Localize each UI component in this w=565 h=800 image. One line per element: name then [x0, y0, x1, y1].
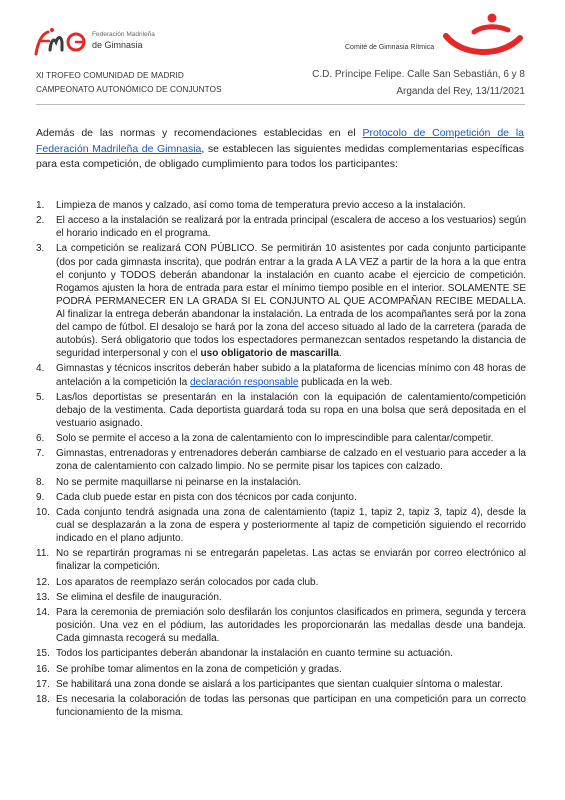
list-item: [36, 693, 526, 719]
item-text: Limpieza de manos y calzado, así como toma de temperatura previo acceso a la instalación.: [56, 200, 466, 211]
list-item: [36, 663, 526, 676]
list-item: [36, 591, 526, 604]
list-item: [36, 678, 526, 691]
list-item: [36, 199, 526, 212]
list-item: [36, 647, 526, 660]
item-number: 13.: [36, 591, 50, 603]
item-text: El acceso a la instalación se realizará por la entrada principal (escalera de acceso a los vestuarios) según el horario indicado en el programa.: [56, 215, 526, 240]
committee-name: Comité de Gimnasia Rítmica: [345, 44, 435, 51]
item-number: 16.: [36, 663, 50, 675]
item-number: 2.: [36, 215, 45, 227]
event-title-line1: XI TROFEO COMUNIDAD DE MADRID: [36, 71, 184, 80]
list-item: [36, 242, 526, 360]
item-text: Gimnastas y técnicos inscritos deberán haber subido a la plataforma de licencias mínimo con 48 horas de antelación a la competición la: [56, 363, 526, 388]
item-number: 11.: [36, 548, 50, 560]
item-number: 14.: [36, 606, 50, 618]
item-number: 10.: [36, 506, 50, 518]
event-title: [36, 69, 222, 96]
federation-name-line1: Federación Madrileña: [92, 31, 155, 38]
list-item: [36, 576, 526, 589]
protocol-link[interactable]: Protocolo de Competición de la Federación Madrileña de Gimnasia: [36, 127, 524, 155]
item-text: No se repartirán programas ni se entregarán papeletas. Las actas se enviarán por correo electrónico al finalizar la competición.: [56, 548, 526, 573]
venue-date: Arganda del Rey, 13/11/2021: [396, 85, 525, 97]
item-number: 5.: [36, 391, 45, 403]
federation-logo: [32, 24, 172, 58]
item-text: Se habilitará una zona donde se aislará a los participantes que sientan cualquier síntoma o malestar.: [56, 678, 503, 690]
item-text: Todos los participantes deberán abandonar la instalación en cuanto termine su actuación.: [56, 648, 453, 660]
item-number: 4.: [36, 363, 45, 375]
header-divider: [36, 104, 525, 105]
item-number: 1.: [36, 200, 45, 211]
event-title-line2: CAMPEONATO AUTONÓMICO DE CONJUNTOS: [36, 84, 222, 94]
item-number: 7.: [36, 448, 45, 460]
item-text: Cada club puede estar en pista con dos técnicos por cada conjunto.: [56, 491, 357, 503]
measures-list: [36, 199, 526, 721]
venue-info: [312, 67, 525, 100]
federation-name-line2: de Gimnasia: [92, 40, 143, 50]
mask-requirement: uso obligatorio de mascarilla: [200, 348, 339, 360]
item-text: Para la ceremonia de premiación solo desfilarán los conjuntos clasificados en primera, segunda y tercera posición. Una vez en el pódium, las autoridades les proporcionarán las medallas desde una bandeja. Cada gimnasta recogerá su medalla.: [56, 606, 526, 645]
item-number: 8.: [36, 476, 45, 488]
list-item: [36, 547, 526, 573]
item-number: 15.: [36, 648, 50, 660]
item-text-end: publicada en la web.: [298, 376, 393, 388]
item-number: 9.: [36, 491, 45, 503]
declaration-link[interactable]: declaración responsable: [189, 376, 299, 388]
item-text: No se permite maquillarse ni peinarse en la instalación.: [56, 476, 302, 488]
item-text: Gimnastas, entrenadoras y entrenadores deberán cambiarse de calzado en el vestuario para acceder a la zona de calentamiento con calzado limpio. No se permite pisar los tapices con calzado.: [56, 448, 526, 473]
list-item: [36, 506, 526, 545]
intro-text-after: , se establecen las siguientes medidas complementarias específicas para esta competición, de obligado cumplimiento para todos los participantes:: [36, 142, 524, 171]
item-text: Las/los deportistas se presentarán en la instalación con la equipación de calentamiento/competición debajo de la vestimenta. Cada deportista guardará toda su ropa en una bolsa que será depositada en el vestuario asignado.: [56, 391, 526, 429]
list-item: [36, 447, 526, 473]
item-text: Se prohíbe tomar alimentos en la zona de competición y gradas.: [56, 663, 342, 675]
item-text-end: .: [338, 348, 342, 360]
list-item: [36, 491, 526, 504]
item-text: Se elimina el desfile de inauguración.: [56, 591, 222, 603]
item-number: 17.: [36, 678, 50, 690]
list-item: [36, 606, 526, 645]
item-number: 6.: [36, 433, 45, 445]
rhythmic-gymnastics-logo-icon: [440, 12, 524, 58]
item-text: Cada conjunto tendrá asignada una zona de calentamiento (tapiz 1, tapiz 2, tapiz 3, tapiz 4), desde la cual se desplazarán a la zona de espera y posteriormente al tapiz de competición siguiendo el recorrido indicado en el plano adjunto.: [56, 506, 526, 545]
list-item: [36, 214, 526, 240]
item-text: Solo se permite el acceso a la zona de calentamiento con lo imprescindible para calentar/competir.: [56, 433, 494, 445]
item-number: 3.: [36, 243, 45, 255]
venue-address: C.D. Príncipe Felipe. Calle San Sebastián, 6 y 8: [312, 69, 525, 80]
list-item: [36, 476, 526, 489]
intro-paragraph: [36, 126, 524, 173]
item-text: Los aparatos de reemplazo serán colocados por cada club.: [56, 576, 319, 588]
list-item: [36, 432, 526, 445]
item-number: 18.: [36, 693, 50, 705]
item-number: 12.: [36, 576, 50, 588]
intro-text-before: Además de las normas y recomendaciones establecidas en el: [36, 127, 363, 139]
fmg-logo-icon: [32, 24, 88, 58]
list-item: [36, 362, 526, 388]
item-text: Es necesaria la colaboración de todas las personas que participan en una competición para un correcto funcionamiento de la misma.: [56, 693, 526, 718]
list-item: [36, 391, 526, 430]
item-text: La competición se realizará CON PÚBLICO. Se permitirán 10 asistentes por cada conjunto participante (dos por cada gimnasta inscrita), que podrán entrar a la grada A LA VEZ a partir de la hora a la que entra el conjunto y TODOS deberán abandonar la instalación en cuanto acabe el ejercicio de competición. Rogamos ajusten la hora de entrada para estar el mínimo tiempo posible en el interior. SOLAMENTE SE PODRÁ PERMANECER EN LA GRADA SI EL CONJUNTO AL QUE ACOMPAÑAN RECIBE MEDALLA. Al finalizar la entrega deberán abandonar la instalación. La entrada de los acompañantes será por la zona del campo de fútbol. El desalojo se hará por la zona del acceso situado al lado de la carretera (parada de autobús). Será obligatorio que todos los espectadores permanezcan sentados respetando la distancia de seguridad interpersonal y con el: [56, 243, 526, 360]
